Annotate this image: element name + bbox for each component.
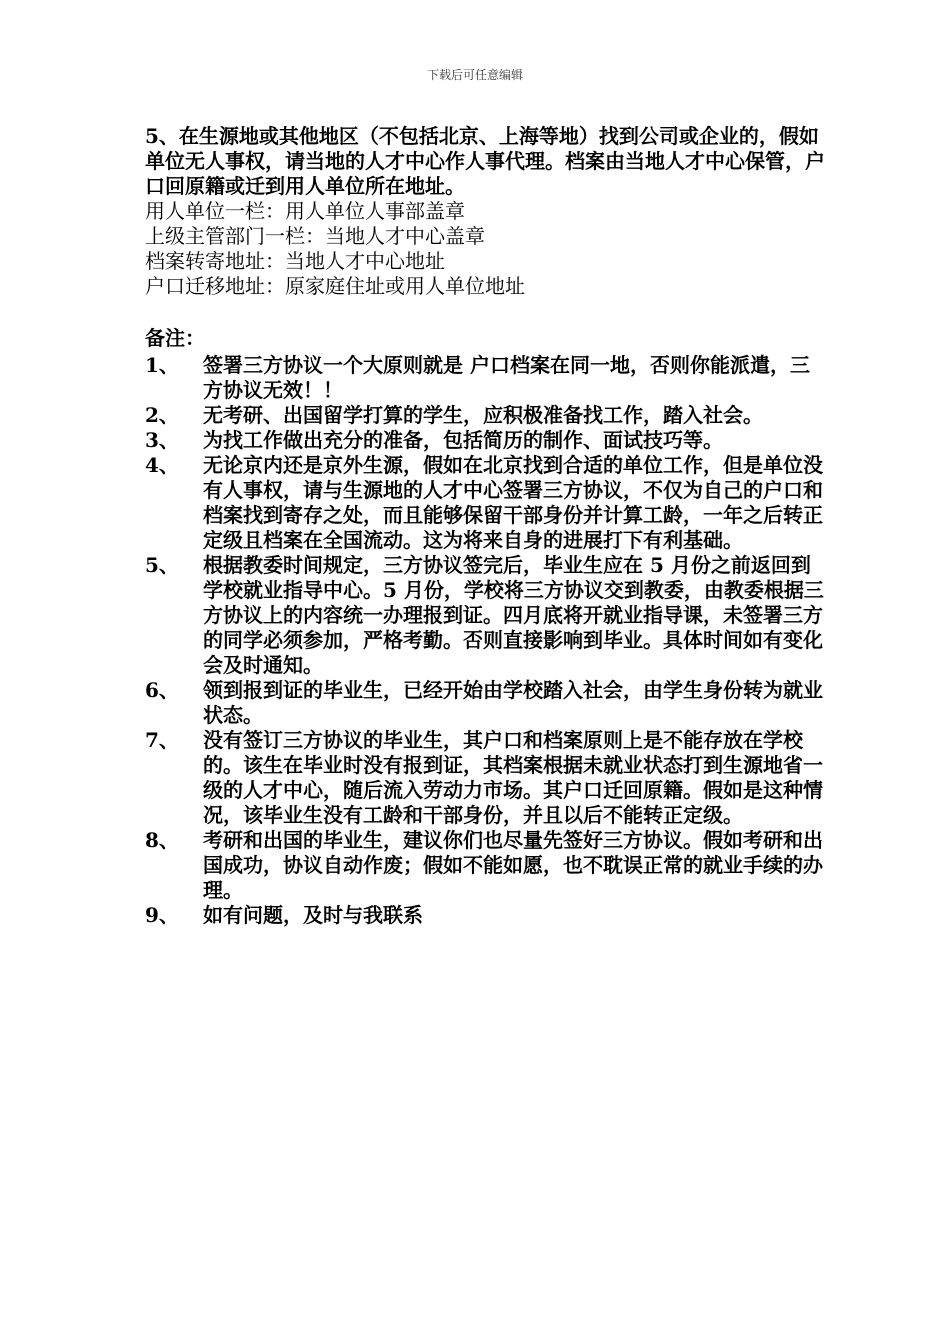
note-number: 3、 — [145, 428, 179, 452]
spacer — [145, 299, 825, 326]
note-number: 2、 — [145, 403, 179, 427]
note-text: 根据教委时间规定，三方协议签完后，毕业生应在 5 月份之前返回到学校就业指导中心。5 月份，学校将三方协议交到教委，由教委根据三方协议上的内容统一办理报到证。四月底将开就业指导课，未签署三方的同学必须参加，严格考勤。否则直接影响到毕业。具体时间如有变化会及时通知。 — [203, 553, 824, 677]
header-note: 下载后可任意编辑 — [426, 68, 523, 82]
note-text: 无考研、出国留学打算的学生，应积极准备找工作，踏入社会。 — [203, 403, 763, 427]
hukou-address-line: 户口迁移地址：原家庭住址或用人单位地址 — [145, 274, 525, 298]
supervisor-field-line: 上级主管部门一栏：当地人才中心盖章 — [145, 224, 485, 248]
note-text: 为找工作做出充分的准备，包括简历的制作、面试技巧等。 — [203, 428, 723, 452]
note-item — [145, 403, 825, 428]
note-number: 6、 — [145, 678, 179, 702]
note-text: 如有问题，及时与我联系 — [203, 903, 423, 927]
note-text: 无论京内还是京外生源，假如在北京找到合适的单位工作，但是单位没有人事权，请与生源地的人才中心签署三方协议，不仅为自己的户口和档案找到寄存之处，而且能够保留干部身份并计算工龄，一年之后转正定级且档案在全国流动。这为将来自身的进展打下有利基础。 — [203, 453, 823, 552]
note-item — [145, 428, 825, 453]
note-number: 7、 — [145, 728, 179, 752]
note-item — [145, 353, 825, 403]
notes-list — [145, 353, 825, 928]
note-item — [145, 553, 825, 678]
section-5-paragraph: 5、在生源地或其他地区（不包括北京、上海等地）找到公司或企业的，假如单位无人事权，请当地的人才中心作人事代理。档案由当地人才中心保管，户口回原籍或迁到用人单位所在地址。 — [145, 124, 825, 198]
note-number: 9、 — [145, 903, 179, 927]
note-item — [145, 828, 825, 903]
document-body — [145, 124, 825, 928]
note-text: 领到报到证的毕业生，已经开始由学校踏入社会，由学生身份转为就业状态。 — [203, 678, 823, 727]
note-item — [145, 678, 825, 728]
employer-field-line: 用人单位一栏：用人单位人事部盖章 — [145, 199, 465, 223]
note-number: 8、 — [145, 828, 179, 852]
note-number: 5、 — [145, 553, 179, 577]
note-item — [145, 728, 825, 828]
note-text: 签署三方协议一个大原则就是 户口档案在同一地，否则你能派遣，三方协议无效！！ — [203, 353, 810, 402]
archive-address-line: 档案转寄地址：当地人才中心地址 — [145, 249, 445, 273]
note-number: 1、 — [145, 353, 179, 377]
note-item — [145, 903, 825, 928]
notes-title: 备注： — [145, 326, 205, 350]
note-text: 没有签订三方协议的毕业生，其户口和档案原则上是不能存放在学校的。该生在毕业时没有报到证，其档案根据未就业状态打到生源地省一级的人才中心，随后流入劳动力市场。其户口迁回原籍。假如是这种情况，该毕业生没有工龄和干部身份，并且以后不能转正定级。 — [203, 728, 823, 827]
note-number: 4、 — [145, 453, 179, 477]
note-item — [145, 453, 825, 553]
note-text: 考研和出国的毕业生，建议你们也尽量先签好三方协议。假如考研和出国成功，协议自动作废；假如不能如愿，也不耽误正常的就业手续的办理。 — [203, 828, 823, 902]
